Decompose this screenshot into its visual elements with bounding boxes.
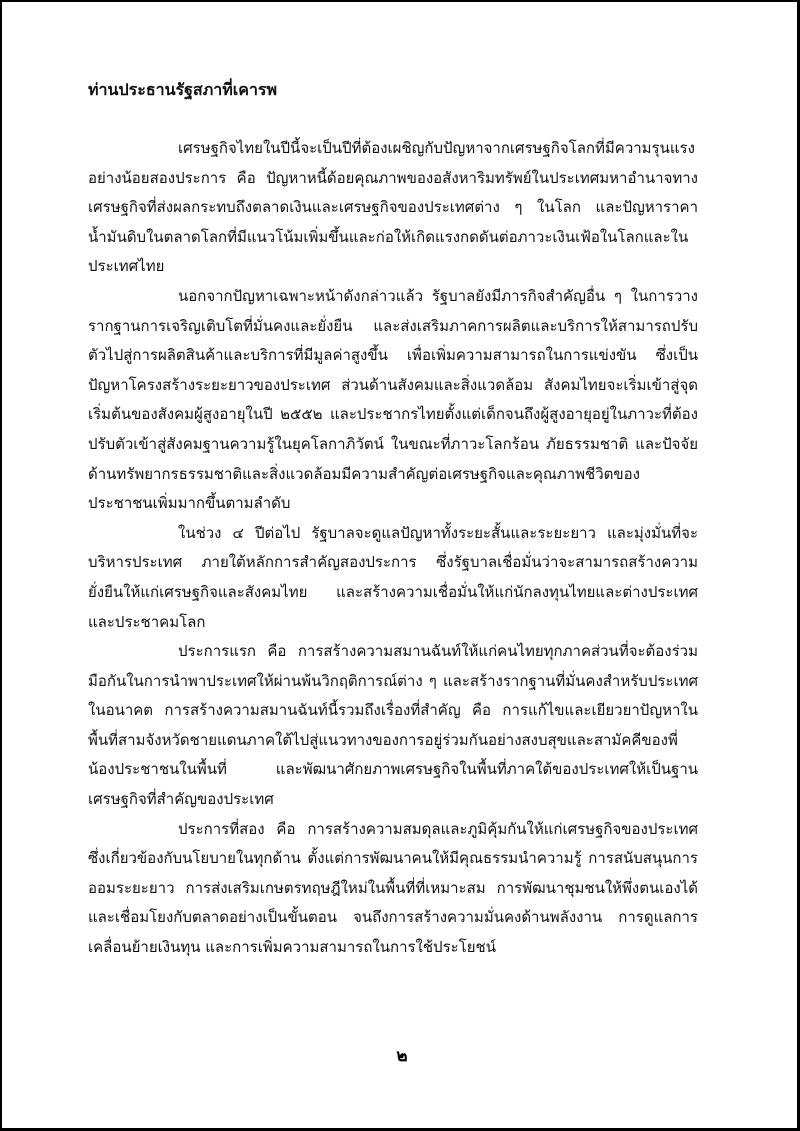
document-body — [88, 76, 698, 963]
paragraph-first-principle: ประการแรก คือ การสร้างความสมานฉันท์ให้แก่คนไทยทุกภาคส่วนที่จะต้องร่วมมือกันในการนำพาประเทศให้ผ่านพ้นวิกฤติการณ์ต่าง ๆ และสร้างรากฐานที่มั่นคงสำหรับประเทศในอนาคต การสร้างความสมานฉันท์นี้รวมถึงเรื่องที่สำคัญ คือ การแก้ไขและเยียวยาปัญหาในพื้นที่สามจังหวัดชายแดนภาคใต้ไปสู่แนวทางของการอยู่ร่วมกันอย่างสงบสุขและสามัคคีของพี่น้องประชาชนในพื้นที่ และพัฒนาศักยภาพเศรษฐกิจในพื้นที่ภาคใต้ของประเทศให้เป็นฐานเศรษฐกิจที่สำคัญของประเทศ — [88, 642, 698, 809]
paragraph-government-missions: นอกจากปัญหาเฉพาะหน้าดังกล่าวแล้ว รัฐบาลยังมีภารกิจสำคัญอื่น ๆ ในการวางรากฐานการเจริญเติบโตที่มั่นคงและยั่งยืน และส่งเสริมภาคการผลิตและบริการให้สามารถปรับตัวไปสู่การผลิตสินค้าและบริการที่มีมูลค่าสูงขึ้น เพื่อเพิ่มความสามารถในการแข่งขัน ซึ่งเป็นปัญหาโครงสร้างระยะยาวของประเทศ ส่วนด้านสังคมและสิ่งแวดล้อม สังคมไทยจะเริ่มเข้าสู่จุดเริ่มต้นของสังคมผู้สูงอายุในปี ๒๕๕๒ และประชากรไทยตั้งแต่เด็กจนถึงผู้สูงอายุอยู่ในภาวะที่ต้องปรับตัวเข้าสู่สังคมฐานความรู้ในยุคโลกาภิวัตน์ ในขณะที่ภาวะโลกร้อน ภัยธรรมชาติ และปัจจัยด้านทรัพยากรธรรมชาติและสิ่งแวดล้อมมีความสำคัญต่อเศรษฐกิจและคุณภาพชีวิตของประชาชนเพิ่มมากขึ้นตามลำดับ — [88, 286, 698, 513]
page-number: ๒ — [396, 1046, 408, 1066]
salutation-heading: ท่านประธานรัฐสภาที่เคารพ — [88, 80, 278, 99]
paragraph-second-principle: ประการที่สอง คือ การสร้างความสมดุลและภูมิคุ้มกันให้แก่เศรษฐกิจของประเทศ ซึ่งเกี่ยวข้องกับนโยบายในทุกด้าน ตั้งแต่การพัฒนาคนให้มีคุณธรรมนำความรู้ การสนับสนุนการออมระยะยาว การส่งเสริมเกษตรทฤษฎีใหม่ในพื้นที่ที่เหมาะสม การพัฒนาชุมชนให้พึ่งตนเองได้และเชื่อมโยงกับตลาดอย่างเป็นขั้นตอน จนถึงการสร้างความมั่นคงด้านพลังงาน การดูแลการเคลื่อนย้ายเงินทุน และการเพิ่มความสามารถในการใช้ประโยชน์ — [88, 819, 698, 957]
paragraph-four-year-plan: ในช่วง ๔ ปีต่อไป รัฐบาลจะดูแลปัญหาทั้งระยะสั้นและระยะยาว และมุ่งมั่นที่จะบริหารประเทศ ภายใต้หลักการสำคัญสองประการ ซึ่งรัฐบาลเชื่อมั่นว่าจะสามารถสร้างความยั่งยืนให้แก่เศรษฐกิจและสังคมไทย และสร้างความเชื่อมั่นให้แก่นักลงทุนไทยและต่างประเทศ และประชาคมโลก — [88, 523, 698, 631]
paragraph-economy-challenges: เศรษฐกิจไทยในปีนี้จะเป็นปีที่ต้องเผชิญกับปัญหาจากเศรษฐกิจโลกที่มีความรุนแรง อย่างน้อยสองประการ คือ ปัญหาหนี้ด้อยคุณภาพของอสังหาริมทรัพย์ในประเทศมหาอำนาจทางเศรษฐกิจที่ส่งผลกระทบถึงตลาดเงินและเศรษฐกิจของประเทศต่าง ๆ ในโลก และปัญหาราคาน้ำมันดิบในตลาดโลกที่มีแนวโน้มเพิ่มขึ้นและก่อให้เกิดแรงกดดันต่อภาวะเงินเฟ้อในโลกและในประเทศไทย — [88, 139, 698, 276]
